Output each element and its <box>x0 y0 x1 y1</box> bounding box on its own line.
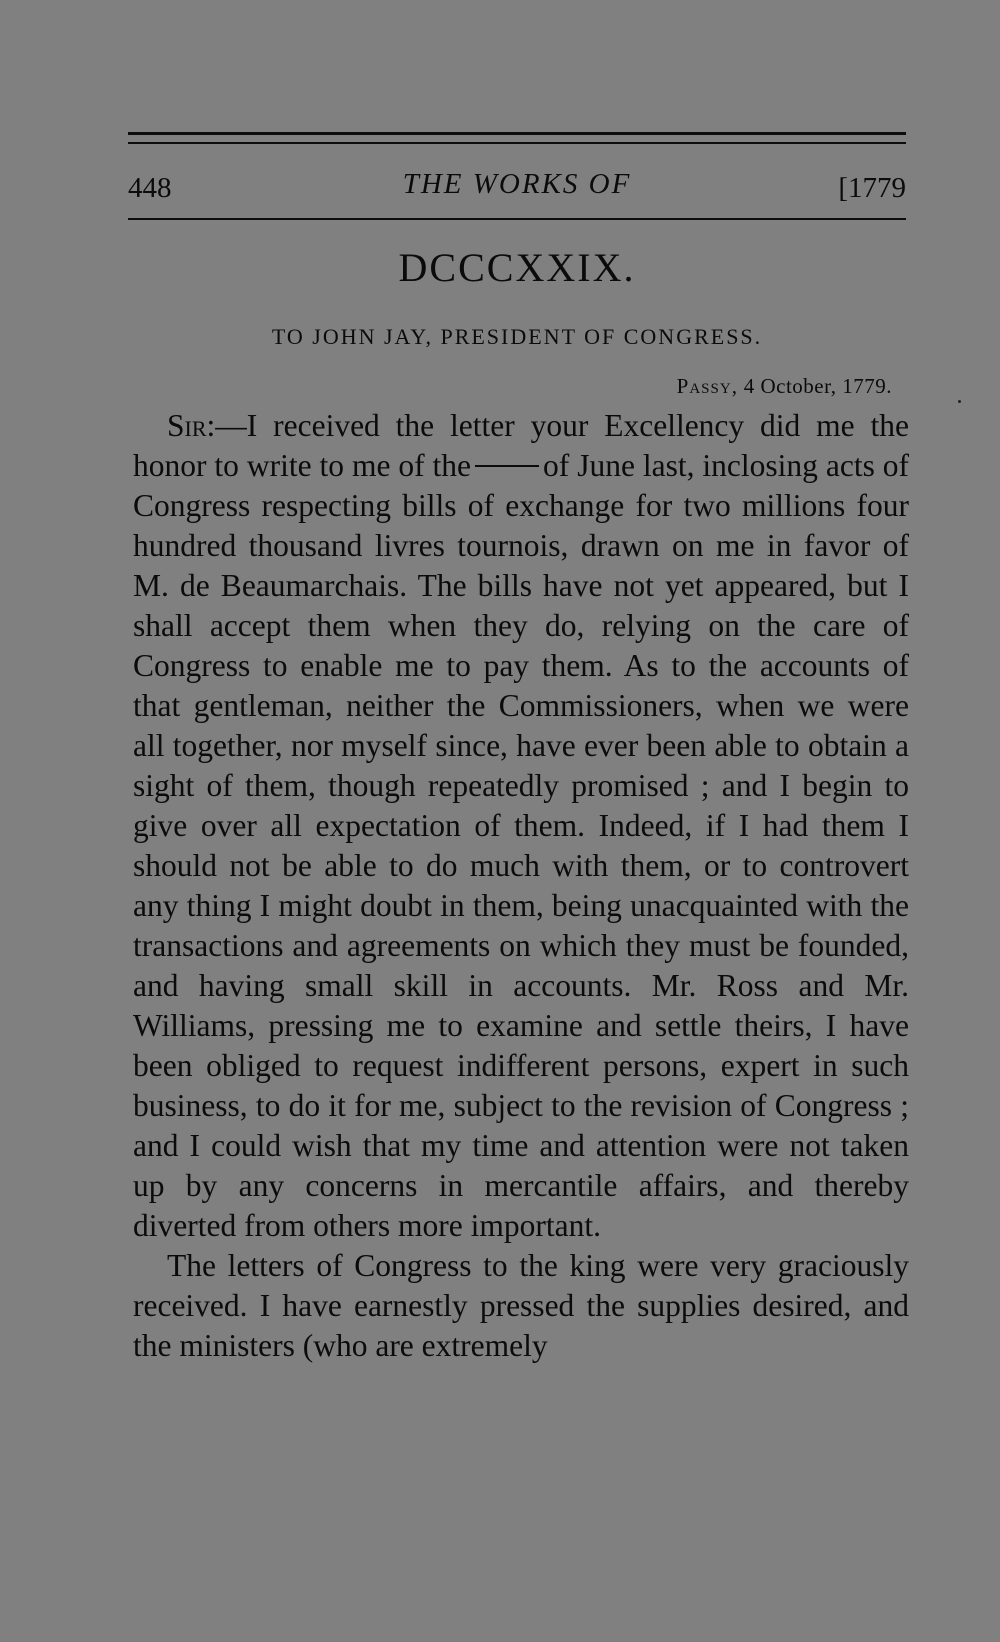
page-number: 448 <box>128 172 172 204</box>
top-rule-thin <box>128 142 906 144</box>
letter-dateline <box>677 374 892 399</box>
letter-body <box>133 406 909 1366</box>
page-speck <box>958 400 961 403</box>
letter-addressee: TO JOHN JAY, PRESIDENT OF CONGRESS. <box>271 324 763 349</box>
paragraph-2: The letters of Congress to the king were very graciously received. I have earnestly pressed the supplies desired, and the ministers (who are extremely <box>133 1248 909 1363</box>
top-rule <box>128 132 906 135</box>
letter-number: DCCCXXIX. <box>398 245 636 290</box>
running-head <box>128 168 906 208</box>
dateline-place: Passy, <box>676 374 738 398</box>
header-rule <box>128 218 906 220</box>
blank-date-dash <box>475 465 539 467</box>
paragraph-1-part-2: of June last, inclosing acts of Congress respecting bills of exchange for two millions four hundred thousand livres tournois, drawn on me in favor of M. de Beaumarchais. The bills have not yet appeared, but I shall accept them when they do, relying on the care of Congress to enable me to pay them. As to the accounts of that gentleman, neither the Commissioners, when we were all together, nor myself since, have ever been able to obtain a sight of them, though repeatedly promised ; and I begin to give over all expectation of them. Indeed, if I had them I should not be able to do much with them, or to controvert any thing I might doubt in them, being unacquainted with the transactions and agreements on which they must be founded, and having small skill in accounts. Mr. Ross and Mr. Williams, pressing me to examine and settle theirs, I have been obliged to request indifferent persons, expert in such business, to do it for me, subject to the revision of Congress ; and I could wish that my time and attention were not taken up by any concerns in mercantile affairs, and thereby diverted from others more important. <box>133 448 910 1243</box>
running-title: THE WORKS OF <box>402 168 632 200</box>
dateline-date: 4 October, 1779. <box>743 374 892 398</box>
paragraph-1 <box>133 406 909 1246</box>
salutation: Sir <box>167 408 207 443</box>
paragraph-1-part-1: :—I received the letter your Excellency did me the honor to write to me of the <box>133 408 909 483</box>
running-year: [1779 <box>838 172 906 204</box>
